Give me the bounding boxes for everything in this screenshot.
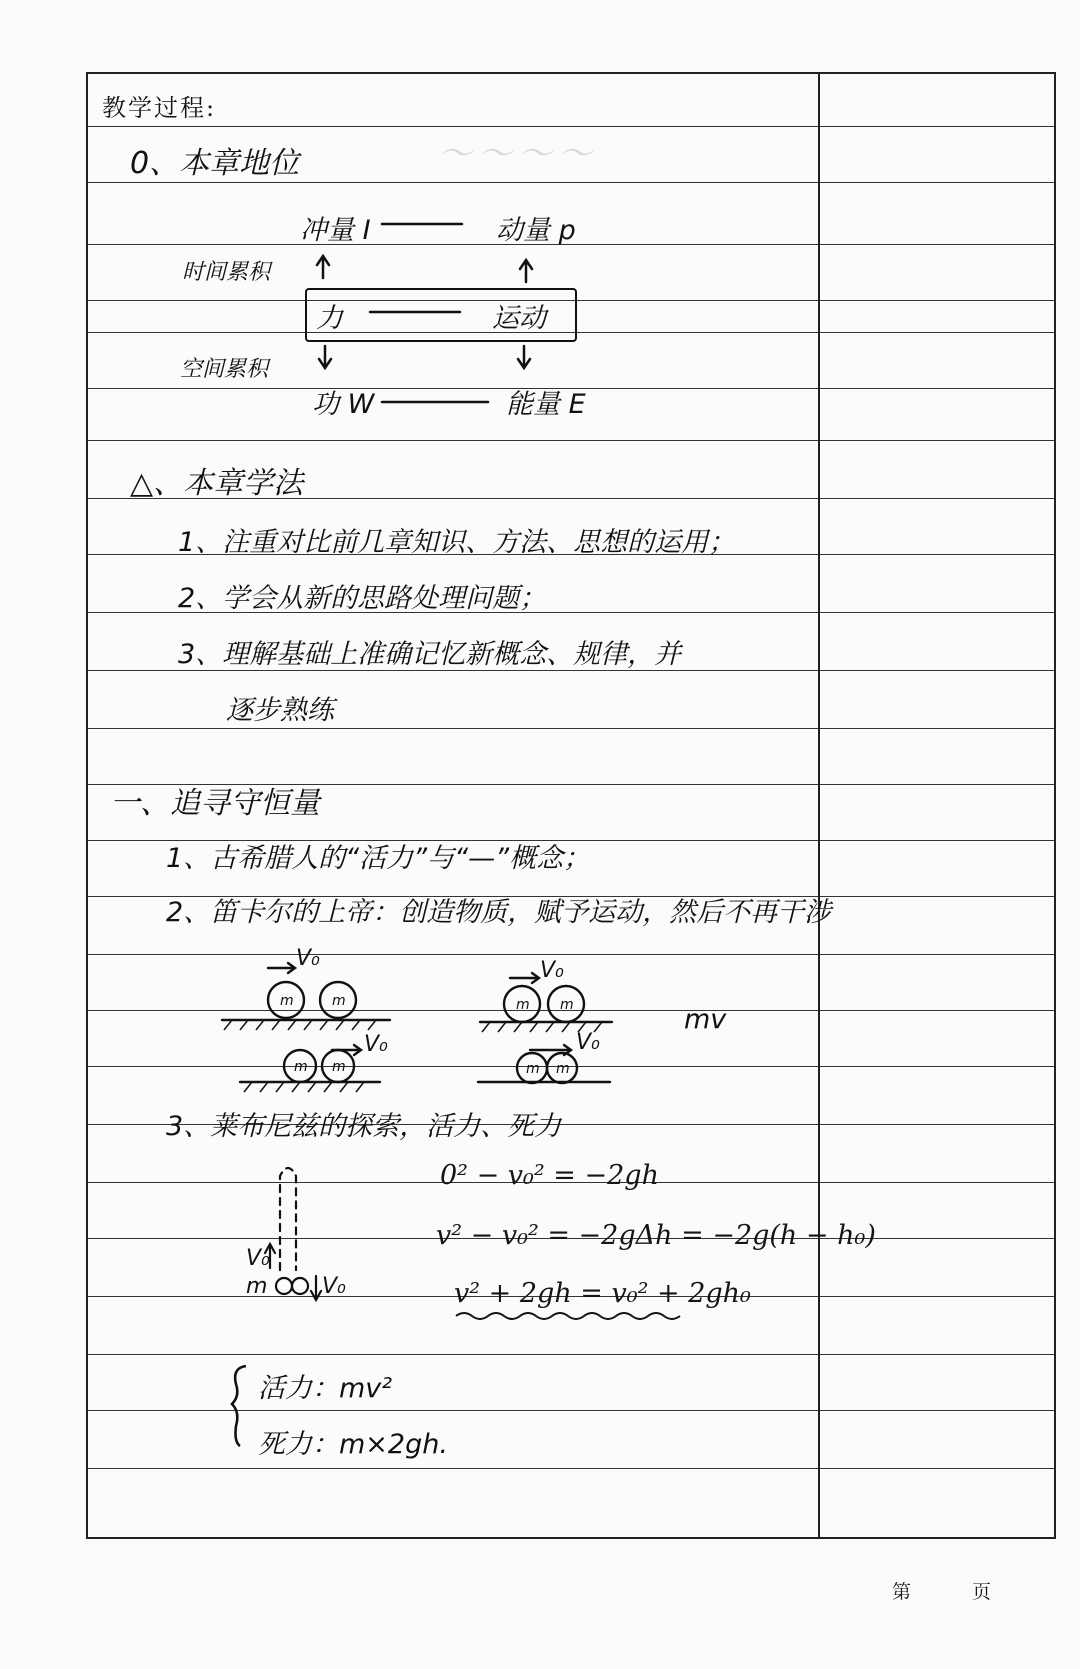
bleed-through-shadow: ～～～～ [438, 134, 598, 174]
svg-text:m: m [332, 993, 346, 1009]
diagram-space-accumulation: 空间累积 [180, 357, 269, 382]
method-item-3: 3、理解基础上准确记忆新概念、规律，并 [178, 639, 682, 670]
method-item-1: 1、注重对比前几章知识、方法、思想的运用； [178, 527, 736, 558]
section1-heading: 一、追寻守恒量 [110, 786, 320, 821]
svg-text:m: m [556, 1061, 570, 1077]
method-item-2: 2、学会从新的思路处理问题； [178, 583, 547, 614]
section0-heading: 0、本章地位 [130, 146, 300, 181]
method-item-3-cont: 逐步熟练 [226, 695, 334, 726]
page-footer-prefix: 第 [892, 1581, 912, 1603]
diagram-impulse: 冲量 I [300, 215, 371, 246]
svg-text:m: m [526, 1061, 540, 1077]
svg-text:m: m [280, 993, 294, 1009]
throw-v0-up-label: V₀ [246, 1246, 270, 1271]
equation-2: v² − v₀² = −2gΔh = −2g(h − h₀) [436, 1220, 876, 1251]
diagram-motion: 运动 [492, 303, 546, 334]
momentum-mv-label: mv [684, 1004, 727, 1035]
throw-mass-label: m [246, 1274, 268, 1299]
svg-text:m: m [332, 1059, 346, 1075]
history-item-3: 3、莱布尼兹的探索，活力、死力 [166, 1111, 562, 1142]
throw-v0-down-label: V₀ [322, 1274, 346, 1299]
svg-text:m: m [516, 997, 530, 1013]
diagram-force: 力 [316, 303, 343, 334]
summary-live-force: 活力：mv² [258, 1373, 393, 1404]
history-item-1: 1、古希腊人的“活力”与“—”概念； [166, 843, 591, 874]
collision-v0-label: V₀ [540, 958, 564, 983]
summary-dead-force: 死力：m×2gh. [258, 1429, 448, 1460]
collision-v0-label: V₀ [364, 1032, 388, 1057]
teaching-process-label: 教学过程: [102, 94, 217, 122]
svg-text:m: m [560, 997, 574, 1013]
svg-text:m: m [294, 1059, 308, 1075]
diagram-momentum: 动量 p [496, 215, 576, 246]
diagram-work: 功 W [312, 389, 375, 420]
diagram-time-accumulation: 时间累积 [182, 260, 271, 285]
collision-v0-label: V₀ [296, 946, 320, 971]
equation-1: 0² − v₀² = −2gh [440, 1160, 659, 1191]
page-footer-suffix: 页 [972, 1581, 992, 1603]
equation-3: v² + 2gh = v₀² + 2gh₀ [454, 1278, 751, 1309]
diagram-energy: 能量 E [506, 389, 586, 420]
history-item-2: 2、笛卡尔的上帝：创造物质，赋予运动，然后不再干涉 [166, 897, 832, 928]
collision-v0-label: V₀ [576, 1030, 600, 1055]
section-delta-heading: △、本章学法 [130, 466, 304, 501]
